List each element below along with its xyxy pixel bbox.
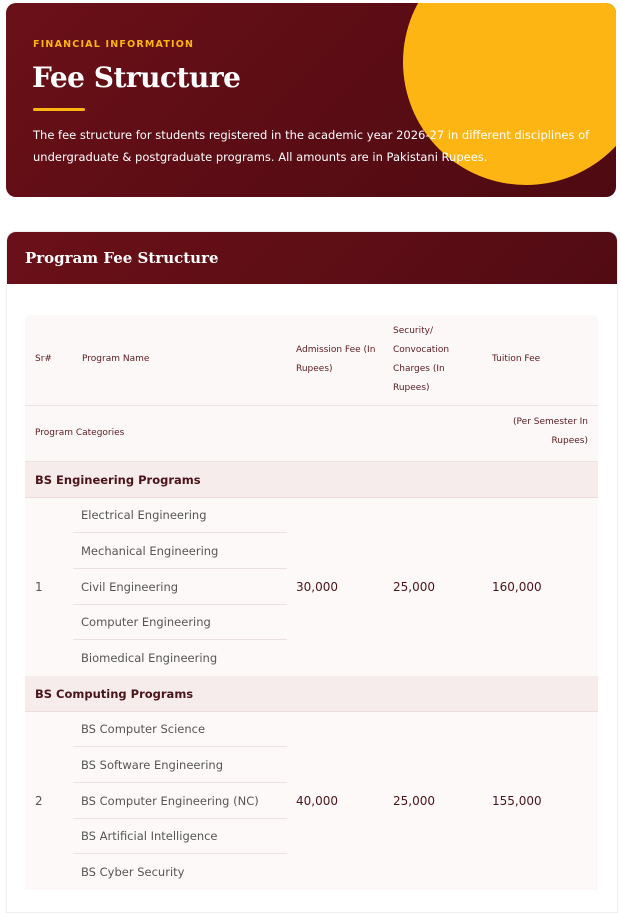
program-name: Electrical Engineering (73, 498, 287, 533)
group-row-computing: BS Computing Programs (25, 676, 598, 712)
program-name: BS Cyber Security (81, 865, 185, 879)
tuition-fee: 155,000 (492, 794, 542, 808)
header-security: Security/ Convocation Charges (In Rupees) (393, 326, 450, 393)
header-admission: Admission Fee (In Rupees) (296, 345, 376, 374)
program-categories-label: Program Categories (35, 428, 125, 438)
table-row (25, 498, 598, 676)
table-row (25, 712, 598, 890)
program-name: BS Computer Engineering (NC) (73, 784, 287, 819)
fee-table (25, 315, 598, 890)
admission-fee: 30,000 (296, 580, 338, 594)
hero-description: The fee structure for students registered in the academic year 2026-27 in different disciplines of undergraduate & postgraduate programs. All amounts are in Pakistani Rupees. (33, 128, 590, 164)
table-header (25, 315, 598, 406)
row-sr: 2 (35, 794, 43, 808)
table-subheader (25, 406, 598, 462)
fee-card (6, 231, 618, 913)
security-charges: 25,000 (393, 580, 435, 594)
card-header (7, 232, 617, 284)
security-charges: 25,000 (393, 794, 435, 808)
title-underline (33, 108, 85, 111)
group-row-engineering: BS Engineering Programs (25, 462, 598, 498)
hero-eyebrow: FINANCIAL INFORMATION (33, 39, 195, 50)
header-tuition: Tuition Fee (492, 354, 541, 364)
card-title: Program Fee Structure (25, 249, 219, 267)
admission-fee: 40,000 (296, 794, 338, 808)
tuition-note: (Per Semester In Rupees) (513, 417, 588, 446)
hero-banner (6, 3, 616, 197)
header-sr: Sr# (35, 354, 52, 364)
page-title: Fee Structure (32, 61, 241, 94)
tuition-fee: 160,000 (492, 580, 542, 594)
program-name: Computer Engineering (73, 605, 287, 640)
program-name: BS Software Engineering (73, 748, 287, 783)
row-sr: 1 (35, 580, 43, 594)
header-program: Program Name (82, 354, 150, 364)
program-name: Biomedical Engineering (81, 651, 218, 665)
program-name: Civil Engineering (73, 570, 287, 605)
program-name: Mechanical Engineering (73, 534, 287, 569)
program-name: BS Computer Science (73, 712, 287, 747)
program-name: BS Artificial Intelligence (73, 819, 287, 854)
